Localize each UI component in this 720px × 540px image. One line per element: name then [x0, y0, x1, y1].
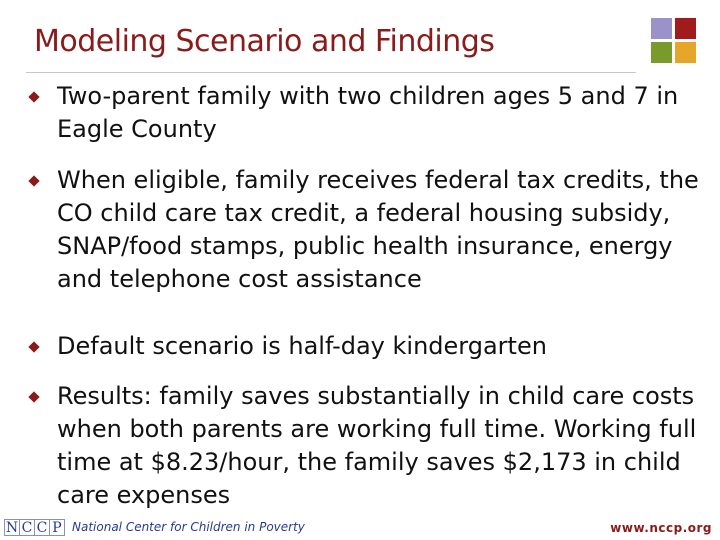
logo-letter: N [5, 519, 19, 536]
bullet-text: Default scenario is half-day kindergarten [57, 332, 547, 360]
nccp-footer-logo [4, 518, 305, 536]
bullet-item [30, 80, 710, 146]
logo-square-gold [675, 42, 696, 63]
organization-name: National Center for Children in Poverty [72, 520, 305, 534]
bullet-text: When eligible, family receives federal tax credits, the CO child care tax credit, a federal housing subsidy, SNAP/food stamps, public health insurance, energy and telephone cost assistance [57, 166, 699, 293]
logo-square-green [651, 42, 672, 63]
bullet-text: Two-parent family with two children ages 5 and 7 in Eagle County [57, 82, 679, 143]
logo-letter: C [19, 519, 35, 536]
website-url: www.nccp.org [610, 521, 712, 535]
bullet-text: Results: family saves substantially in child care costs when both parents are working full time. Working full time at $8.23/hour, the family saves $2,173 in child care expenses [57, 382, 697, 509]
slide-title: Modeling Scenario and Findings [34, 24, 495, 59]
nccp-logo-letters [4, 519, 64, 536]
bullet-item [30, 330, 710, 363]
logo-letter: C [34, 519, 50, 536]
logo-square-lavender [651, 18, 672, 39]
bullet-item [30, 164, 710, 296]
title-divider [26, 72, 636, 73]
color-squares-logo [651, 18, 711, 78]
logo-letter: P [49, 519, 65, 536]
logo-square-red [675, 18, 696, 39]
bullet-item [30, 380, 710, 512]
